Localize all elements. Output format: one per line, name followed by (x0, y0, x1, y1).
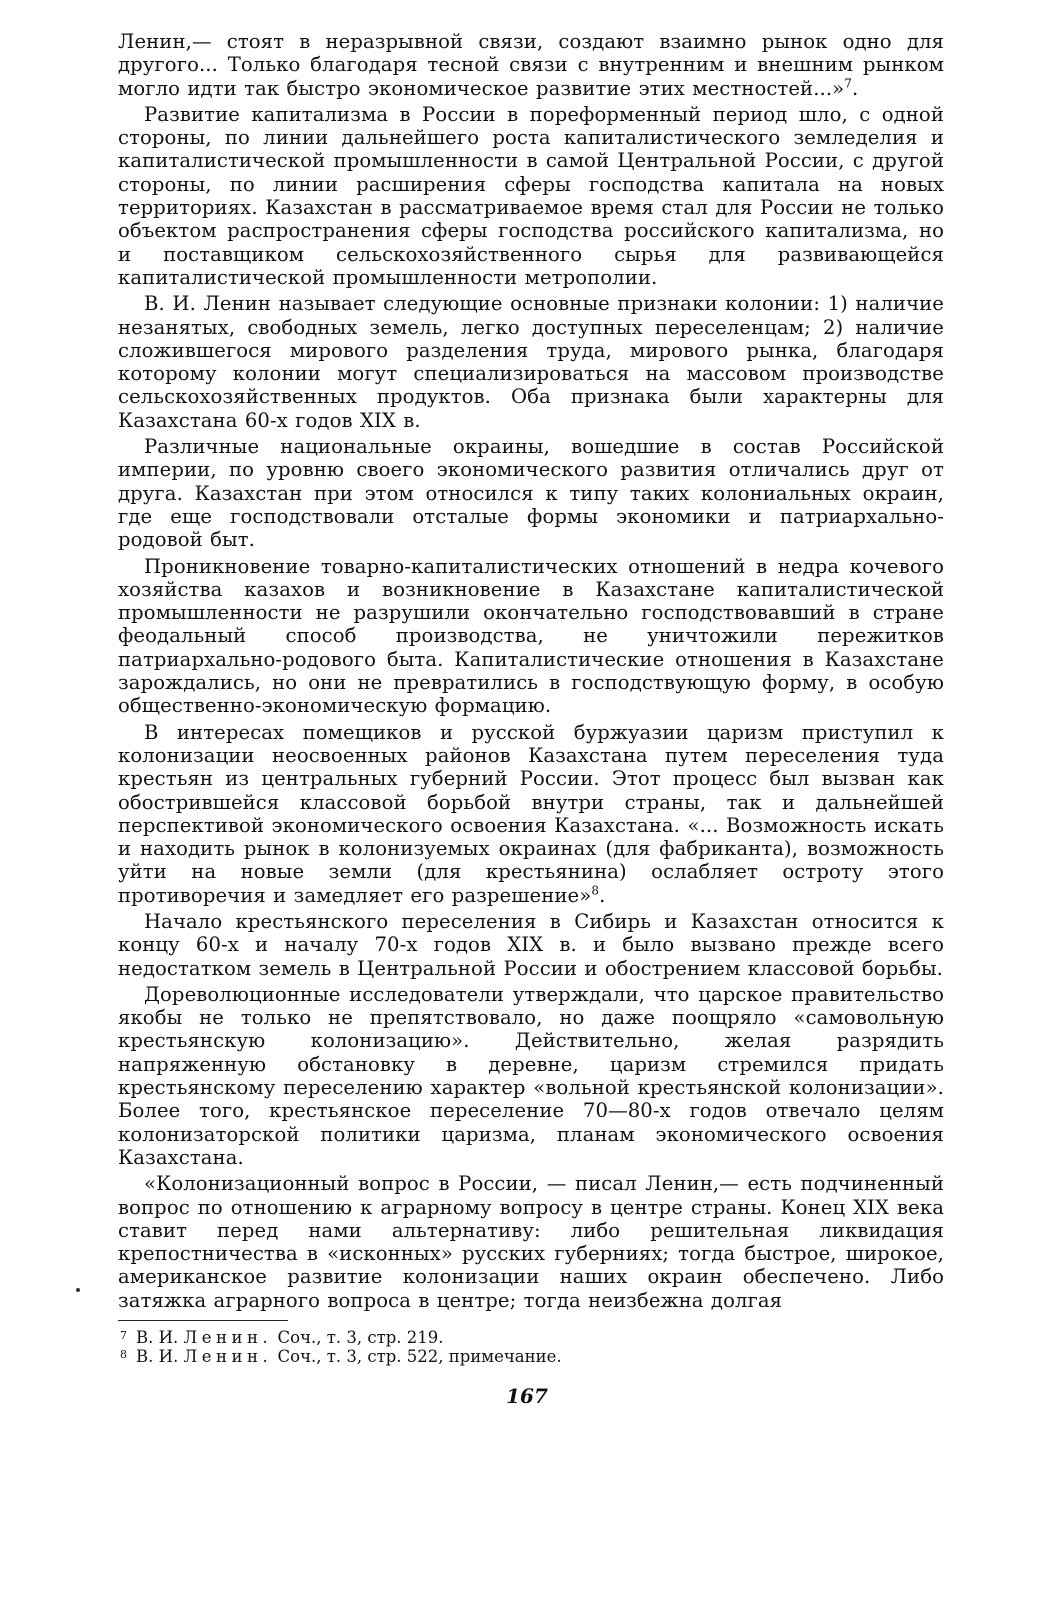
main-text (118, 30, 944, 1312)
paragraph-text: Развитие капитализма в России в пореформенный период шло, с одной стороны, по линии дальнейшего роста капиталистического земледелия и капиталистической промышленности в самой Центральной России, с другой стороны, по линии расширения сферы господства капитала на новых территориях. Казахстан в рассматриваемое время стал для России не только объектом распространения сферы господства российского капитализма, но и поставщиком сельскохозяйственного сырья для развивающейся капиталистической промышленности метрополии. (118, 102, 944, 289)
paragraph-3 (118, 292, 944, 432)
footnote-7 (118, 1328, 944, 1347)
paragraph-text: Ленин,— стоят в неразрывной связи, создают взаимно рынок одно для другого... Только благодаря тесной связи с внутренним и внешним рынком могло идти так быстро экономическое развитие этих местностей...» (118, 30, 944, 100)
footnote-name: Ленин. (183, 1328, 273, 1348)
paragraph-end: . (852, 76, 859, 100)
paragraph-end: . (599, 883, 606, 907)
footnote-8 (118, 1347, 944, 1366)
footnote-author: В. И. (136, 1328, 179, 1348)
paragraph-8 (118, 983, 944, 1169)
paragraph-text: Проникновение товарно-капиталистических отношений в недра кочевого хозяйства казахов и возникновение в Казахстане капиталистической промышленности не разрушили окончательно господствовавший в стране феодальный способ производства, не уничтожили пережитков патриархально-родового быта. Капиталистические отношения в Казахстане зарождались, но они не превратились в господствующую форму, в особую общественно-экономическую формацию. (118, 554, 944, 718)
footnote-ref[interactable]: 7 (844, 76, 853, 91)
page-number: 167 (506, 1384, 548, 1409)
footnote-name: Ленин. (183, 1347, 273, 1367)
paragraph-7 (118, 910, 944, 980)
paragraph-4 (118, 435, 944, 551)
footnote-source: Соч., т. 3, стр. 522, примечание. (277, 1347, 562, 1367)
footnote-source: Соч., т. 3, стр. 219. (277, 1328, 444, 1348)
footnote-mark: 7 (120, 1329, 127, 1343)
margin-mark (76, 1288, 80, 1292)
paragraph-text: Начало крестьянского переселения в Сибирь и Казахстан относится к концу 60-х и началу 70-х годов XIX в. и было вызвано прежде всего недостатком земель в Центральной России и обострением классовой борьбы. (118, 909, 944, 980)
footnote-divider (118, 1320, 288, 1321)
paragraph-9 (118, 1172, 944, 1312)
footnote-author: В. И. (136, 1347, 179, 1367)
footnote-mark: 8 (120, 1348, 127, 1362)
book-page (118, 30, 944, 1408)
paragraph-5 (118, 555, 944, 718)
paragraph-text: Различные национальные окраины, вошедшие в состав Российской империи, по уровню своего экономического развития отличались друг от друга. Казахстан при этом относился к типу таких колониальных окраин, где еще господствовали отсталые формы экономики и патриархально-родовой быт. (118, 435, 944, 552)
paragraph-text: «Колонизационный вопрос в России, — писал Ленин,— есть подчиненный вопрос по отношению к аграрному вопросу в центре страны. Конец XIX века ставит перед нами альтернативу: либо решительная ликвидация крепостничества в «исконных» русских губерниях; тогда быстрое, широкое, американское развитие колонизации наших окраин обеспечено. Либо затяжка аграрного вопроса в центре; тогда неизбежна долгая (118, 1172, 944, 1312)
paragraph-text: В интересах помещиков и русской буржуазии царизм приступил к колонизации неосвоенных районов Казахстана путем переселения туда крестьян из центральных губерний России. Этот процесс был вызван как обострившейся классовой борьбой внутри страны, так и дальнейшей перспективой экономического освоения Казахстана. «... Возможность искать и находить рынок в колонизуемых окраинах (для фабриканта), возможность уйти на новые земли (для крестьянина) ослабляет остроту этого противоречия и замедляет его разрешение» (118, 720, 944, 907)
footnotes (118, 1320, 944, 1366)
paragraph-text: Дореволюционные исследователи утверждали, что царское правительство якобы не только не препятствовало, но даже поощряло «самовольную крестьянскую колонизацию». Действительно, желая разрядить напряженную обстановку в деревне, царизм стремился придать крестьянскому переселению характер «вольной крестьянской колонизации». Более того, крестьянское переселение 70—80-х годов отвечало целям колонизаторской политики царизма, планам экономического освоения Казахстана. (118, 982, 944, 1169)
paragraph-1 (118, 30, 944, 100)
paragraph-6 (118, 721, 944, 907)
footnote-ref[interactable]: 8 (591, 883, 600, 898)
paragraph-text: В. И. Ленин называет следующие основные признаки колонии: 1) наличие незанятых, свободных земель, легко доступных переселенцам; 2) наличие сложившегося мирового разделения труда, мирового рынка, благодаря которому колонии могут специализироваться на массовом производстве сельскохозяйственных продуктов. Оба признака были характерны для Казахстана 60-х годов XIX в. (118, 292, 944, 432)
paragraph-2 (118, 103, 944, 289)
